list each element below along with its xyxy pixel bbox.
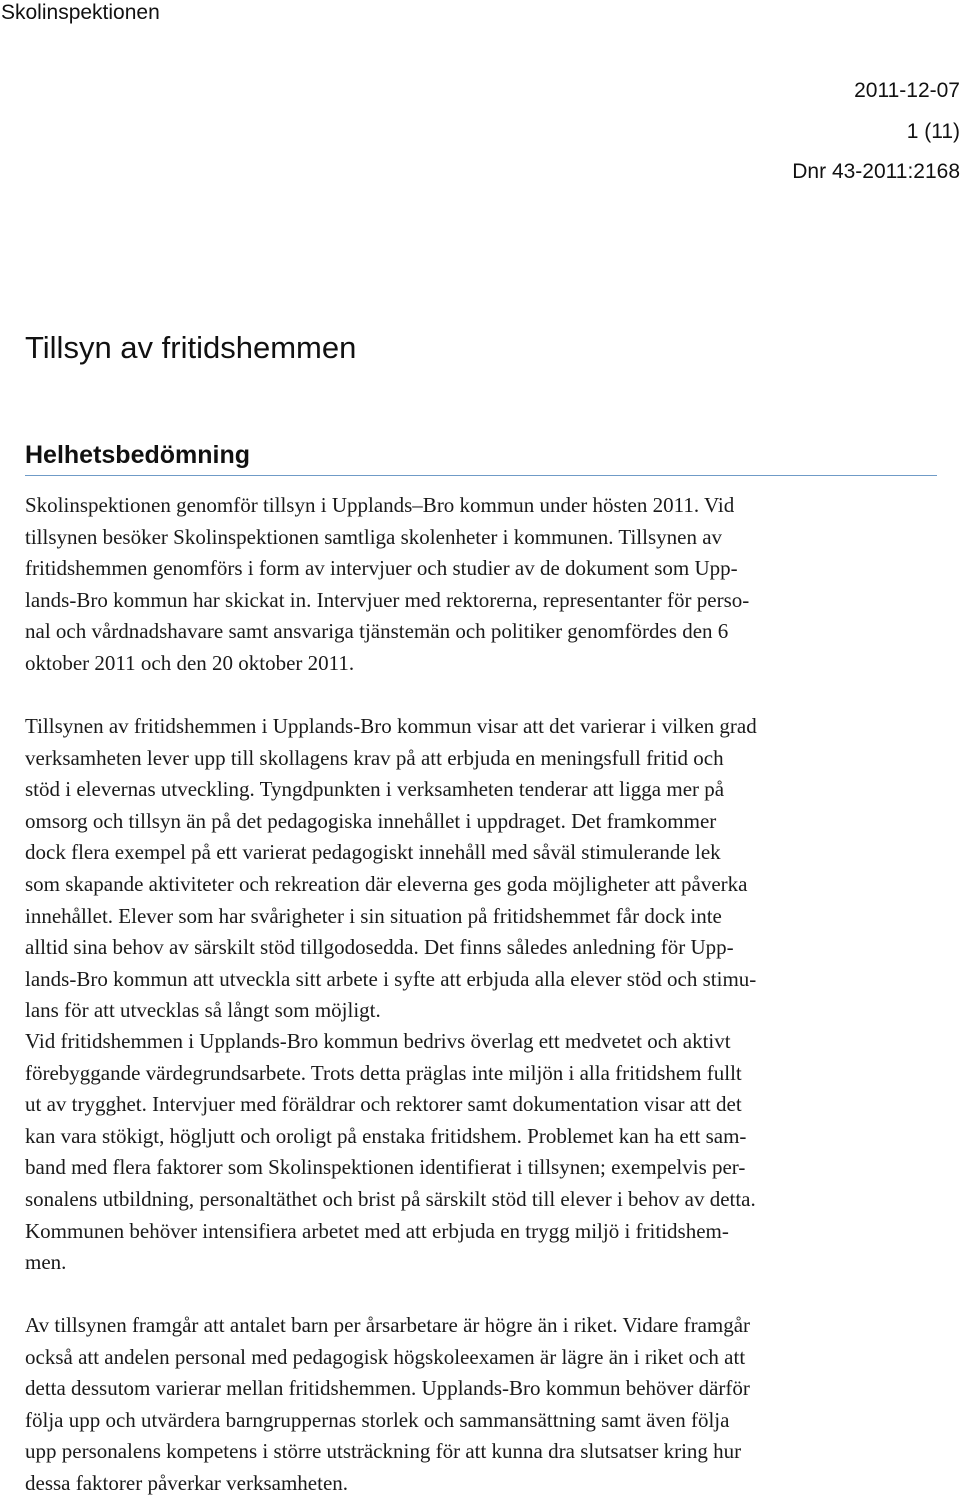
text-line: lans för att utvecklas så långt som möjligt.	[25, 998, 381, 1023]
document-title: Tillsyn av fritidshemmen	[25, 330, 357, 365]
text-line: Tillsynen av fritidshemmen i Upplands-Bro kommun visar att det varierar i vilken grad	[25, 714, 757, 738]
text-line: tillsynen besöker Skolinspektionen samtliga skolenheter i kommunen. Tillsynen av	[25, 524, 723, 549]
paragraph-values	[25, 1026, 937, 1279]
text-line: detta dessutom varierar mellan fritidshemmen. Upplands-Bro kommun behöver därför	[25, 1376, 750, 1401]
text-line: dessa faktorer påverkar verksamheten.	[25, 1470, 349, 1495]
text-line: kan vara stökigt, högljutt och oroligt på enstaka fritidshem. Problemet kan ha ett sam-	[25, 1123, 747, 1148]
text-line: upp personalens kompetens i större utsträckning för att kunna dra slutsatser kring hur	[25, 1439, 742, 1464]
page-number: 1 (11)	[906, 120, 960, 143]
text-line: Av tillsynen framgår att antalet barn per årsarbetare är högre än i riket. Vidare framgår	[25, 1313, 751, 1337]
text-line: Kommunen behöver intensifiera arbetet med att erbjuda en trygg miljö i fritidshem-	[25, 1218, 729, 1243]
text-line: som skapande aktiviteter och rekreation där eleverna ges goda möjligheter att påverka	[25, 871, 748, 896]
document-date: 2011-12-07	[854, 79, 960, 102]
text-line: förebyggande värdegrundsarbete. Trots detta präglas inte miljön i alla fritidshem fullt	[25, 1060, 742, 1085]
text-line: lands-Bro kommun att utveckla sitt arbete i syfte att erbjuda alla elever stöd och stimu-	[25, 966, 757, 991]
paragraph-intro	[25, 490, 937, 680]
text-line: omsorg och tillsyn än på det pedagogiska innehållet i uppdraget. Det framkommer	[25, 808, 717, 833]
text-line: nal och vårdnadshavare samt ansvariga tjänstemän och politiker genomfördes den 6	[25, 619, 729, 644]
text-line: alltid sina behov av särskilt stöd tillgodosedda. Det finns således anledning för Upp-	[25, 935, 734, 960]
text-line: dock flera exempel på ett varierat pedagogiskt innehåll med såväl stimulerande lek	[25, 840, 721, 865]
text-line: också att andelen personal med pedagogisk högskoleexamen är lägre än i riket och att	[25, 1344, 746, 1369]
text-line: fritidshemmen genomförs i form av intervjuer och studier av de dokument som Upp-	[25, 556, 738, 581]
heading-divider	[25, 475, 937, 476]
text-line: stöd i elevernas utveckling. Tyngdpunkten i verksamheten tenderar att ligga mer på	[25, 777, 725, 802]
text-line: lands-Bro kommun har skickat in. Intervjuer med rektorerna, representanter för perso-	[25, 587, 750, 612]
text-line: ut av trygghet. Intervjuer med föräldrar och rektorer samt dokumentation visar att det	[25, 1092, 742, 1117]
text-line: följa upp och utvärdera barngruppernas storlek och sammansättning samt även följa	[25, 1407, 730, 1432]
text-line: sonalens utbildning, personaltäthet och brist på särskilt stöd till elever i behov av detta.	[25, 1186, 756, 1211]
text-line: verksamheten lever upp till skollagens krav på att erbjuda en meningsfull fritid och	[25, 745, 724, 770]
paragraph-staffing	[25, 1310, 937, 1500]
section-heading: Helhetsbedömning	[25, 441, 251, 469]
organization-name: Skolinspektionen	[1, 1, 160, 24]
text-line: innehållet. Elever som har svårigheter i sin situation på fritidshemmet får dock inte	[25, 903, 722, 928]
registration-number: Dnr 43-2011:2168	[792, 160, 960, 183]
text-line: band med flera faktorer som Skolinspektionen identifierat i tillsynen; exempelvis per-	[25, 1155, 746, 1180]
text-line: oktober 2011 och den 20 oktober 2011.	[25, 650, 355, 675]
text-line: men.	[25, 1250, 67, 1275]
text-line: Skolinspektionen genomför tillsyn i Upplands–Bro kommun under hösten 2011. Vid	[25, 493, 735, 517]
text-line: Vid fritidshemmen i Upplands-Bro kommun bedrivs överlag ett medvetet och aktivt	[25, 1029, 731, 1053]
paragraph-assessment	[25, 711, 937, 1027]
